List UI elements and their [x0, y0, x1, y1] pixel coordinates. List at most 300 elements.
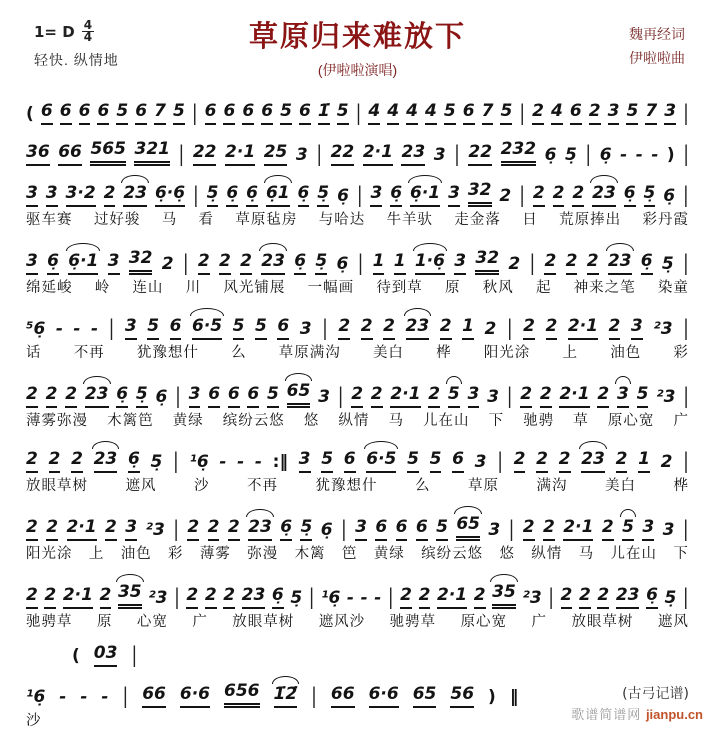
note-token: 2 — [100, 585, 112, 609]
note-token: 5 — [267, 384, 279, 408]
note-token: 6̣·1 — [68, 251, 98, 275]
note-token: 6̣ — [298, 183, 310, 207]
note-token: 6 — [41, 101, 53, 125]
note-token: 5 — [407, 449, 419, 473]
note-token: 2 — [198, 251, 210, 275]
lyric-group: 犹豫想什 — [315, 478, 378, 494]
note-token: 3 — [487, 387, 499, 407]
lyric-group: 沙 — [194, 478, 210, 494]
note-token: 2 — [205, 585, 217, 609]
note-token: 2 — [561, 585, 573, 609]
song-title: 草原归来难放下 — [248, 19, 466, 53]
note-token: 5̣ — [315, 251, 327, 275]
note-token: 2 — [566, 251, 578, 275]
note-token: 2 — [474, 585, 486, 609]
lyric-group: 看 — [198, 212, 215, 228]
note-token: 2 — [26, 585, 38, 609]
key-label: 1= D — [34, 22, 75, 41]
note-token: 5̣ — [136, 384, 148, 408]
bar-line: | — [548, 585, 554, 611]
lyric-group: 风光铺展 — [223, 280, 286, 296]
lyric-group: 草 — [573, 413, 589, 429]
note-token: ²3 — [656, 387, 676, 407]
note-token: 2 — [400, 585, 412, 609]
note-token: 2 — [484, 319, 497, 339]
duration-dash: - — [360, 588, 368, 608]
note-token: 3 — [189, 384, 201, 408]
note-token: 23 — [592, 183, 616, 207]
notes-line — [72, 641, 689, 667]
note-token: 2 — [428, 384, 440, 408]
note-token: 6̣·6̣ — [155, 183, 185, 207]
note-token: 6̣ — [663, 186, 676, 206]
note-token: 6·5 — [192, 316, 222, 340]
bar-line: | — [357, 251, 364, 277]
music-system-8 — [26, 505, 689, 564]
lyric-group: 绵延峻 — [26, 280, 73, 296]
note-token: 1 — [373, 251, 385, 275]
note-token: 5 — [448, 384, 460, 408]
notes-line — [26, 573, 689, 609]
note-token: 3 — [299, 319, 312, 339]
lyric-group: 遮风 — [125, 478, 157, 494]
note-token: 2·1 — [390, 384, 420, 408]
lyrics-line — [26, 613, 689, 632]
note-token: 2·1 — [568, 316, 598, 340]
note-token: 5 — [637, 384, 649, 408]
bar-line: | — [519, 183, 525, 209]
lyric-group: 广 — [192, 614, 208, 630]
lyric-group: 黄绿 — [172, 413, 204, 429]
lyric-group: 原心宽 — [607, 413, 655, 429]
lyric-group: 放眼草树 — [232, 614, 295, 630]
music-system-3 — [26, 171, 689, 230]
note-token: 6̣·1 — [410, 183, 440, 207]
note-token: 2 — [46, 517, 58, 541]
note-token: 6̣ — [246, 183, 258, 207]
note-token: 6 — [170, 316, 182, 340]
note-token: 22 — [193, 142, 217, 166]
duration-dash: - — [374, 588, 382, 608]
lyric-group: 薄雾 — [199, 546, 231, 562]
lyric-group: 驰骋草 — [389, 614, 437, 630]
duration-dash: - — [59, 687, 67, 707]
note-token: 2 — [532, 101, 544, 125]
lyrics-line — [26, 344, 689, 363]
lyric-group: 彩丹霞 — [642, 212, 689, 228]
note-token: 2 — [520, 384, 532, 408]
note-token: 6̣ — [294, 251, 306, 275]
lyric-group: 悠 — [499, 546, 515, 562]
note-token: 6̣ — [646, 585, 658, 609]
repeat-sign: :‖ — [272, 452, 288, 472]
note-token: 6 — [79, 101, 91, 125]
note-token: 6̣ — [280, 517, 292, 541]
lyric-group: 染童 — [657, 280, 689, 296]
bar-line: | — [683, 251, 689, 277]
notes-line — [26, 672, 689, 708]
lyric-group: 彩 — [168, 546, 184, 562]
watermark-site-link[interactable]: jianpu.cn — [645, 707, 703, 722]
lyric-group: 马 — [388, 413, 404, 429]
note-token: ¹6̣ — [26, 687, 46, 707]
note-token: 2 — [187, 517, 199, 541]
lyric-group: 弥漫 — [247, 546, 279, 562]
note-token: 3 — [631, 316, 643, 340]
note-token: 565 — [90, 139, 126, 166]
score-header — [26, 14, 689, 88]
lyric-group: 起 — [535, 280, 552, 296]
note-token: 2 — [508, 254, 521, 274]
lyric-group: 油色 — [610, 345, 642, 361]
note-token: 1 — [462, 316, 474, 340]
note-token: 6 — [97, 101, 109, 125]
bar-line: | — [174, 585, 180, 611]
lyric-group: 笆 — [341, 546, 358, 562]
note-token: 6 — [208, 384, 220, 408]
notes-line — [26, 307, 689, 340]
note-token: 6̣1 — [266, 183, 290, 207]
bar-line: | — [191, 101, 198, 127]
note-token: 6̣ — [390, 183, 402, 207]
note-token: 2·1 — [563, 517, 593, 541]
note-token: 3 — [474, 452, 487, 472]
note-token: 6 — [570, 101, 582, 125]
note-token: 3 — [355, 517, 367, 541]
phrase-paren: ( — [72, 646, 80, 666]
note-token: 3 — [454, 251, 466, 275]
note-token: 656 — [224, 681, 260, 708]
note-token: 2 — [499, 186, 512, 206]
lyric-group: 马 — [578, 546, 595, 562]
lyric-group: 纵情 — [338, 413, 370, 429]
note-token: 5 — [500, 101, 512, 125]
note-token: 2 — [514, 449, 526, 473]
lyric-group: 草原满沟 — [278, 345, 341, 361]
time-signature-denominator: 4 — [83, 30, 93, 44]
duration-dash: - — [651, 145, 659, 165]
note-token: 23 — [581, 449, 605, 473]
note-token: ²3 — [522, 588, 542, 608]
note-token: 1̇ — [318, 101, 330, 125]
lyric-group: 阳光涂 — [26, 546, 73, 562]
lyric-group: 彩 — [673, 345, 689, 361]
note-token: 3 — [642, 517, 654, 541]
lyrics-line — [26, 211, 689, 230]
note-token: 6 — [375, 517, 387, 541]
note-token: 3 — [468, 384, 480, 408]
notation-credit: (古弓记谱) — [622, 686, 689, 702]
note-token: 65 — [456, 514, 480, 541]
note-token: 5 — [444, 101, 456, 125]
bar-line: | — [454, 142, 460, 168]
lyric-group: 不再 — [247, 478, 278, 494]
music-system-6 — [26, 372, 689, 431]
note-token: 5̣ — [290, 588, 303, 608]
note-token: 2·1 — [225, 142, 255, 166]
lyric-group: 草原 — [468, 478, 499, 494]
note-token: 23 — [242, 585, 266, 609]
lyric-group: 纵情 — [531, 546, 563, 562]
bar-line: | — [173, 517, 179, 543]
note-token: 2 — [660, 452, 673, 472]
lyric-group: 黄绿 — [373, 546, 405, 562]
note-token: 23 — [401, 142, 425, 166]
duration-dash: - — [55, 319, 63, 339]
note-token: 1̇2̇ — [274, 684, 298, 708]
bar-line: | — [178, 142, 185, 168]
note-token: 6·5 — [366, 449, 396, 473]
note-token: 6 — [452, 449, 464, 473]
note-token: 2·1 — [63, 585, 93, 609]
note-token: 321 — [134, 139, 170, 166]
duration-dash: - — [91, 319, 99, 339]
note-token: 2 — [71, 449, 83, 473]
phrase-paren: ) — [488, 687, 496, 707]
lyric-group: 日 — [522, 212, 538, 228]
note-token: 3 — [295, 145, 308, 165]
note-token: 7 — [154, 101, 166, 125]
note-token: 2·1 — [559, 384, 589, 408]
bar-line: | — [519, 101, 526, 127]
note-token: 4 — [387, 101, 399, 125]
lyric-group: 驰骋 — [523, 413, 555, 429]
note-token: 32 — [468, 180, 492, 207]
note-token: 7 — [482, 101, 494, 125]
bar-line: | — [585, 142, 592, 168]
phrase-paren: ) — [666, 145, 675, 165]
note-token: 3 — [299, 449, 311, 473]
note-token: 23 — [94, 449, 118, 473]
lyric-group: 遮风沙 — [318, 614, 366, 630]
note-token: 2 — [533, 183, 545, 207]
note-token: 23 — [616, 585, 640, 609]
duration-dash: - — [219, 452, 227, 472]
note-token: 2 — [540, 384, 552, 408]
duration-dash: - — [620, 145, 628, 165]
note-token: 2 — [371, 384, 383, 408]
note-token: 32 — [475, 248, 499, 275]
bar-line: | — [506, 316, 513, 342]
note-token: 3 — [433, 145, 446, 165]
notes-line — [26, 440, 689, 473]
note-token: 3 — [488, 520, 501, 540]
note-token: 2 — [536, 449, 548, 473]
duration-dash: - — [346, 588, 354, 608]
note-token: 5 — [233, 316, 245, 340]
note-token: 7 — [645, 101, 657, 125]
note-token: 6̣ — [116, 384, 128, 408]
note-token: 2 — [597, 384, 609, 408]
lyrics-line — [26, 412, 689, 431]
notes-line — [26, 505, 689, 541]
lyrics-line — [26, 477, 689, 496]
lyric-group: 川 — [185, 280, 202, 296]
lyric-group: 桦 — [673, 478, 689, 494]
note-token: 5̣ — [207, 183, 219, 207]
note-token: 2 — [228, 517, 240, 541]
title-block — [26, 14, 689, 80]
note-token: 5̣ — [150, 452, 163, 472]
lyric-group: 上 — [562, 345, 578, 361]
note-token: 3 — [46, 183, 58, 207]
note-token: 23 — [85, 384, 109, 408]
note-token: 5 — [147, 316, 159, 340]
lyric-group: 连山 — [132, 280, 164, 296]
bar-line: | — [387, 585, 394, 611]
note-token: 5̣ — [565, 145, 577, 165]
bar-line: | — [131, 643, 138, 669]
lyric-group: 话 — [26, 345, 42, 361]
note-token: 2 — [223, 585, 235, 609]
lyric-group: 心宽 — [136, 614, 168, 630]
lyric-group: 放眼草树 — [26, 478, 88, 494]
bar-line: | — [337, 384, 344, 410]
note-token: 3 — [608, 101, 620, 125]
bar-line: | — [108, 316, 115, 342]
lyric-group: 木篱笆 — [107, 413, 154, 429]
note-token: 23 — [608, 251, 632, 275]
notes-line — [26, 130, 689, 166]
note-token: 65 — [287, 381, 311, 408]
note-token: 5 — [321, 449, 333, 473]
bar-line: | — [122, 684, 129, 710]
score — [26, 92, 689, 731]
note-token: 2 — [186, 585, 198, 609]
lyric-group: 秋风 — [482, 280, 514, 296]
note-token: 6̣ — [155, 387, 168, 407]
music-system-9 — [26, 573, 689, 632]
note-token: 3 — [26, 251, 38, 275]
bar-line: | — [529, 251, 536, 277]
lyric-group: 马 — [161, 212, 178, 228]
phrase-paren: ( — [26, 104, 34, 124]
note-token: 5 — [173, 101, 185, 125]
note-token: 2 — [338, 316, 350, 340]
lyric-group: 走金落 — [454, 212, 501, 228]
music-system-1 — [26, 92, 689, 125]
performer-subtitle: (伊啦啦演唱) — [317, 62, 398, 78]
note-token: 1·6̣ — [415, 251, 445, 275]
lyric-group: 美白 — [372, 345, 404, 361]
lyric-group: 儿在山 — [610, 546, 657, 562]
music-system-2 — [26, 130, 689, 166]
note-token: 6 — [135, 101, 147, 125]
note-token: 6̣ — [337, 186, 349, 206]
music-system-5 — [26, 307, 689, 363]
note-token: 5 — [626, 101, 638, 125]
note-token: 5̣ — [661, 254, 674, 274]
note-token: 6 — [277, 316, 289, 340]
music-system-10 — [26, 641, 689, 667]
note-token: 2 — [26, 384, 38, 408]
note-token: 2 — [572, 183, 584, 207]
tempo-marking: 轻快. 纵情地 — [34, 52, 119, 68]
lyric-group: 木篱 — [294, 546, 326, 562]
note-token: 5 — [436, 517, 448, 541]
note-token: ¹6̣ — [189, 452, 209, 472]
time-signature-numerator: 4 — [83, 18, 93, 32]
note-token: 2 — [65, 384, 77, 408]
lyric-group: 缤纷云悠 — [222, 413, 285, 429]
note-token: 2 — [383, 316, 395, 340]
note-token: 6 — [261, 101, 273, 125]
bar-line: | — [192, 183, 199, 209]
note-token: 5 — [255, 316, 267, 340]
lyric-group: 过好骏 — [93, 212, 141, 228]
bar-line: | — [683, 316, 689, 342]
bar-line: | — [175, 384, 181, 410]
bar-line: | — [497, 449, 503, 475]
lyric-group: 满沟 — [536, 478, 568, 494]
bar-line: | — [308, 585, 315, 611]
bar-line: | — [683, 101, 689, 127]
note-token: 6·6 — [180, 684, 210, 708]
lyric-group: 放眼草树 — [571, 614, 634, 630]
duration-dash: - — [635, 145, 643, 165]
note-token: 3 — [664, 101, 676, 125]
note-token: 5 — [622, 517, 634, 541]
note-token: 3 — [108, 251, 120, 275]
note-token: 36 — [26, 142, 50, 166]
lyric-group: 么 — [231, 345, 247, 361]
bar-line: | — [682, 517, 689, 543]
final-bar-line: ‖ — [509, 687, 519, 707]
note-token: 6 — [396, 517, 408, 541]
note-token: 6 — [299, 101, 311, 125]
note-token: 3 — [448, 183, 460, 207]
duration-dash: - — [80, 687, 88, 707]
note-token: 3 — [125, 517, 137, 541]
lyric-group: 阳光涂 — [483, 345, 531, 361]
note-token: 2 — [208, 517, 220, 541]
note-token: 5̣ — [664, 588, 677, 608]
note-token: 4 — [425, 101, 437, 125]
note-token: ²3 — [653, 319, 673, 339]
note-token: 2 — [523, 517, 535, 541]
note-token: ¹6̣ — [321, 588, 341, 608]
notes-line — [26, 372, 689, 408]
lyrics-line — [26, 545, 689, 564]
note-token: 2 — [523, 316, 535, 340]
note-token: 66 — [142, 684, 166, 708]
lyric-group: 上 — [88, 546, 105, 562]
note-token: 2·1 — [363, 142, 393, 166]
music-system-4 — [26, 239, 689, 298]
duration-dash: - — [73, 319, 81, 339]
note-token: 32 — [129, 248, 153, 275]
note-token: 2 — [44, 585, 56, 609]
note-token: 3 — [662, 520, 675, 540]
lyric-group: 遮风 — [657, 614, 689, 630]
note-token: 6̣ — [641, 251, 653, 275]
note-token: 2 — [240, 251, 252, 275]
lyric-group: 油色 — [120, 546, 152, 562]
note-token: 2 — [553, 183, 565, 207]
lyric-group: 犹豫想什 — [136, 345, 199, 361]
note-token: 5 — [337, 101, 349, 125]
note-token: 4 — [551, 101, 563, 125]
note-token: 1 — [394, 251, 406, 275]
note-token: 3 — [617, 384, 629, 408]
note-token: 25 — [264, 142, 288, 166]
note-token: 2 — [219, 251, 231, 275]
note-token: 5̣ — [317, 183, 329, 207]
lyric-group: 么 — [415, 478, 431, 494]
note-token: 2 — [559, 449, 571, 473]
note-token: 2 — [419, 585, 431, 609]
lyric-group: 待到草 — [376, 280, 423, 296]
